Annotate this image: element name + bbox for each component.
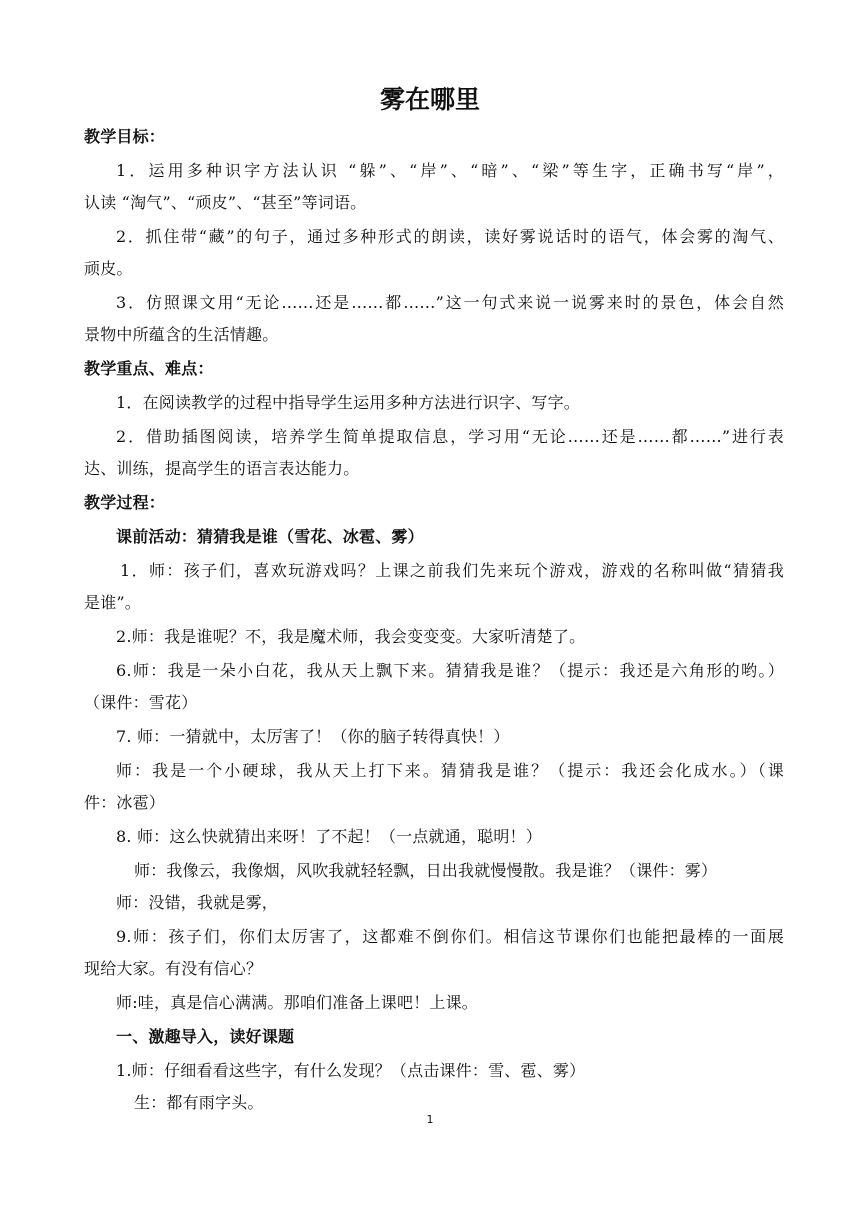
start-class-line: 师:哇，真是信心满满。那咱们准备上课吧！上课。 — [116, 993, 478, 1012]
section-heading-key-points: 教学重点、难点： — [84, 359, 214, 378]
objective-1-line-2: 认读 “淘气”、“顽皮”、“甚至”等词语。 — [84, 193, 367, 212]
key-point-2-line-2: 达、训练，提高学生的语言表达能力。 — [84, 459, 360, 478]
objective-2-line-1: 2．抓住带“藏”的句子，通过多种形式的朗读，读好雾说话时的语气，体会雾的淘气、 — [116, 227, 784, 246]
step-9-line-2: 现给大家。有没有信心？ — [84, 959, 263, 978]
objective-3-line-2: 景物中所蕴含的生活情趣。 — [84, 325, 279, 344]
key-point-1: 1．在阅读教学的过程中指导学生运用多种方法进行识字、写字。 — [116, 393, 580, 412]
section-heading-process: 教学过程： — [84, 493, 166, 512]
objective-1-line-1: 1．运用多种识字方法认识 “躲”、“岸”、“暗”、“梁”等生字，正确书写“岸”， — [116, 161, 784, 180]
step-7: 7. 师：一猜就中，太厉害了！（你的脑子转得真快！） — [116, 727, 510, 746]
objective-3-line-1: 3．仿照课文用“无论……还是……都……”这一句式来说一说雾来时的景色，体会自然 — [116, 293, 784, 312]
hail-riddle-line-2: 件：冰雹） — [84, 793, 166, 812]
fog-riddle: 师：我像云，我像烟，风吹我就轻轻飘，日出我就慢慢散。我是谁？（课件：雾） — [134, 861, 718, 880]
hail-riddle-line-1: 师：我是一个小硬球，我从天上打下来。猜猜我是谁？（提示：我还会化成水。）（课 — [116, 761, 784, 780]
section-heading-objectives: 教学目标： — [84, 127, 166, 146]
step-1-line-1: 1．师：孩子们，喜欢玩游戏吗？上课之前我们先来玩个游戏，游戏的名称叫做“猜猜我 — [120, 561, 784, 580]
fog-answer: 师：没错，我就是雾， — [116, 893, 279, 912]
step-6-line-2: （课件：雪花） — [84, 693, 198, 712]
student-answer: 生：都有雨字头。 — [134, 1093, 264, 1112]
key-point-2-line-1: 2．借助插图阅读，培养学生简单提取信息，学习用“无论……还是……都……”进行表 — [116, 427, 784, 446]
step-9-line-1: 9.师：孩子们，你们太厉害了，这都难不倒你们。相信这节课你们也能把最棒的一面展 — [116, 927, 784, 946]
step-6-line-1: 6.师：我是一朵小白花，我从天上飘下来。猜猜我是谁？（提示：我还是六角形的哟。） — [116, 661, 784, 680]
intro-step-1: 1.师：仔细看看这些字，有什么发现？（点击课件：雪、雹、雾） — [116, 1061, 586, 1080]
section-heading-introduction: 一、激趣导入，读好课题 — [116, 1027, 295, 1046]
step-1-line-2: 是谁”。 — [84, 593, 141, 612]
objective-2-line-2: 顽皮。 — [84, 259, 133, 278]
step-8: 8. 师：这么快就猜出来呀！了不起！（一点就通，聪明！） — [116, 827, 542, 846]
document-title: 雾在哪里 — [379, 85, 480, 114]
step-2: 2.师：我是谁呢？不，我是魔术师，我会变变变。大家听清楚了。 — [116, 627, 586, 646]
pre-class-activity-heading: 课前活动：猜猜我是谁（雪花、冰雹、雾） — [116, 527, 424, 546]
page-number: 1 — [426, 1113, 434, 1126]
